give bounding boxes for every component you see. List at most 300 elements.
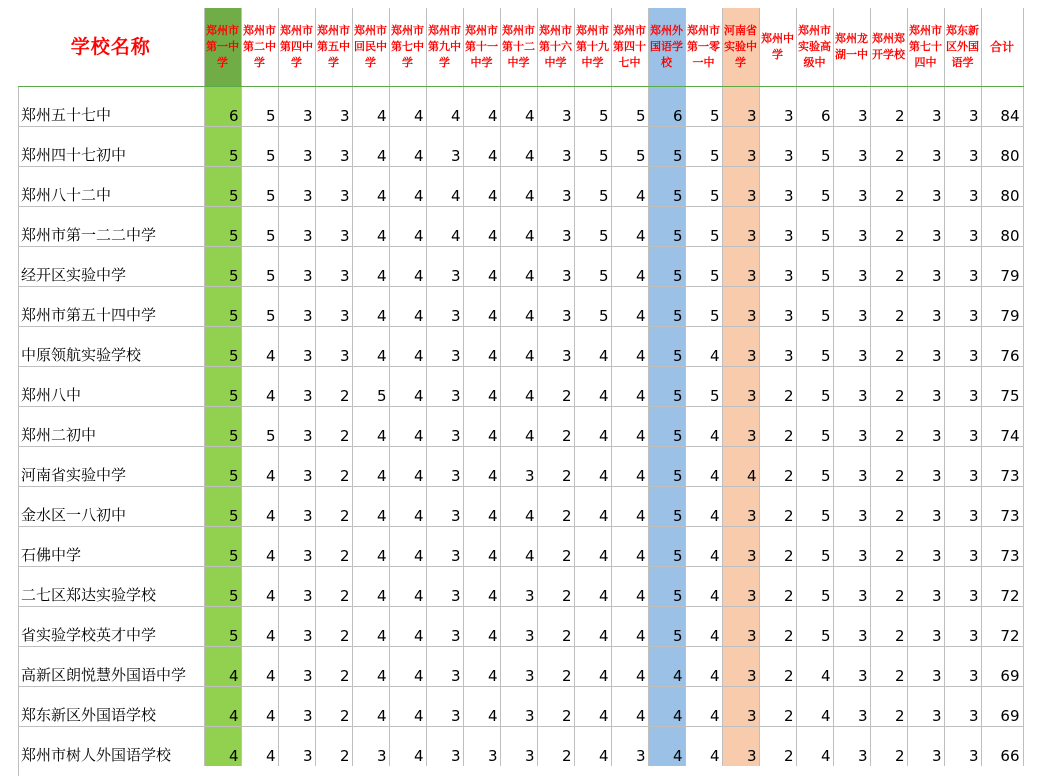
- column-header-17[interactable]: 郑州市实验高级中: [796, 8, 833, 86]
- score-cell[interactable]: 4: [389, 126, 426, 166]
- score-cell[interactable]: 3: [944, 166, 981, 206]
- score-cell[interactable]: 4: [241, 606, 278, 646]
- score-cell[interactable]: 5: [648, 606, 685, 646]
- score-cell[interactable]: 3: [722, 646, 759, 686]
- score-cell[interactable]: 3: [944, 726, 981, 766]
- score-cell[interactable]: 3: [722, 126, 759, 166]
- score-cell[interactable]: 5: [796, 126, 833, 166]
- total-cell[interactable]: 80: [981, 206, 1023, 246]
- score-cell[interactable]: 2: [315, 606, 352, 646]
- score-cell[interactable]: 3: [537, 86, 574, 126]
- score-cell[interactable]: 5: [611, 86, 648, 126]
- score-cell[interactable]: 4: [685, 446, 722, 486]
- score-cell[interactable]: 3: [722, 566, 759, 606]
- score-cell[interactable]: 4: [241, 526, 278, 566]
- score-cell[interactable]: 5: [648, 366, 685, 406]
- score-cell[interactable]: 3: [833, 686, 870, 726]
- school-name-cell[interactable]: 二七区郑达实验学校: [18, 566, 204, 606]
- score-cell[interactable]: 4: [796, 686, 833, 726]
- score-cell[interactable]: 4: [574, 726, 611, 766]
- score-cell[interactable]: 3: [907, 686, 944, 726]
- score-cell[interactable]: 3: [611, 726, 648, 766]
- score-cell[interactable]: 3: [833, 646, 870, 686]
- score-cell[interactable]: 2: [315, 486, 352, 526]
- score-cell[interactable]: 3: [907, 486, 944, 526]
- score-cell[interactable]: 3: [759, 246, 796, 286]
- score-cell[interactable]: 3: [833, 606, 870, 646]
- column-header-6[interactable]: 郑州市第七中学: [389, 8, 426, 86]
- score-cell[interactable]: 3: [907, 446, 944, 486]
- score-cell[interactable]: 3: [944, 406, 981, 446]
- score-cell[interactable]: 3: [722, 166, 759, 206]
- score-cell[interactable]: 4: [685, 686, 722, 726]
- score-cell[interactable]: 5: [204, 486, 241, 526]
- score-cell[interactable]: 5: [685, 206, 722, 246]
- score-cell[interactable]: 3: [278, 326, 315, 366]
- score-cell[interactable]: 3: [426, 486, 463, 526]
- score-cell[interactable]: 3: [278, 366, 315, 406]
- score-cell[interactable]: 2: [759, 726, 796, 766]
- score-cell[interactable]: 5: [204, 286, 241, 326]
- score-cell[interactable]: 4: [426, 86, 463, 126]
- score-cell[interactable]: 4: [352, 566, 389, 606]
- score-cell[interactable]: 5: [796, 286, 833, 326]
- score-cell[interactable]: 4: [648, 686, 685, 726]
- score-cell[interactable]: 4: [389, 366, 426, 406]
- score-cell[interactable]: 2: [537, 726, 574, 766]
- total-cell[interactable]: 75: [981, 366, 1023, 406]
- score-cell[interactable]: 3: [907, 646, 944, 686]
- score-cell[interactable]: 4: [611, 366, 648, 406]
- score-cell[interactable]: 2: [870, 126, 907, 166]
- score-cell[interactable]: 5: [796, 486, 833, 526]
- score-cell[interactable]: 4: [611, 526, 648, 566]
- score-cell[interactable]: 5: [648, 446, 685, 486]
- column-header-19[interactable]: 郑州郑开学校: [870, 8, 907, 86]
- score-cell[interactable]: 3: [907, 566, 944, 606]
- column-header-5[interactable]: 郑州市回民中学: [352, 8, 389, 86]
- score-cell[interactable]: 4: [463, 326, 500, 366]
- school-name-cell[interactable]: 金水区一八初中: [18, 486, 204, 526]
- score-cell[interactable]: 4: [463, 566, 500, 606]
- score-cell[interactable]: 2: [315, 686, 352, 726]
- score-cell[interactable]: 4: [352, 446, 389, 486]
- score-cell[interactable]: 3: [944, 326, 981, 366]
- score-cell[interactable]: 2: [315, 406, 352, 446]
- score-cell[interactable]: 3: [278, 86, 315, 126]
- score-cell[interactable]: 3: [537, 246, 574, 286]
- score-cell[interactable]: 5: [241, 206, 278, 246]
- score-cell[interactable]: 3: [426, 566, 463, 606]
- total-cell[interactable]: 79: [981, 286, 1023, 326]
- school-name-cell[interactable]: 省实验学校英才中学: [18, 606, 204, 646]
- score-cell[interactable]: 2: [759, 526, 796, 566]
- score-cell[interactable]: 3: [907, 126, 944, 166]
- score-cell[interactable]: 4: [685, 606, 722, 646]
- score-cell[interactable]: 5: [685, 166, 722, 206]
- score-cell[interactable]: 3: [500, 726, 537, 766]
- score-cell[interactable]: 4: [241, 326, 278, 366]
- score-cell[interactable]: 4: [389, 166, 426, 206]
- score-cell[interactable]: 2: [537, 686, 574, 726]
- score-cell[interactable]: 5: [685, 126, 722, 166]
- score-cell[interactable]: 3: [315, 246, 352, 286]
- score-cell[interactable]: 5: [204, 206, 241, 246]
- score-cell[interactable]: 3: [722, 526, 759, 566]
- score-cell[interactable]: 5: [241, 86, 278, 126]
- score-cell[interactable]: 4: [574, 486, 611, 526]
- score-cell[interactable]: 3: [500, 686, 537, 726]
- score-cell[interactable]: 2: [315, 366, 352, 406]
- score-cell[interactable]: 3: [944, 246, 981, 286]
- score-cell[interactable]: 4: [574, 646, 611, 686]
- total-cell[interactable]: 72: [981, 606, 1023, 646]
- total-cell[interactable]: 84: [981, 86, 1023, 126]
- score-cell[interactable]: 4: [463, 446, 500, 486]
- score-cell[interactable]: 3: [833, 726, 870, 766]
- score-cell[interactable]: 5: [648, 286, 685, 326]
- score-cell[interactable]: 4: [352, 486, 389, 526]
- score-cell[interactable]: 3: [426, 126, 463, 166]
- score-cell[interactable]: 3: [944, 206, 981, 246]
- column-header-2[interactable]: 郑州市第二中学: [241, 8, 278, 86]
- score-cell[interactable]: 2: [759, 406, 796, 446]
- score-cell[interactable]: 3: [426, 286, 463, 326]
- score-cell[interactable]: 3: [722, 486, 759, 526]
- score-cell[interactable]: 3: [759, 206, 796, 246]
- score-cell[interactable]: 4: [500, 246, 537, 286]
- score-cell[interactable]: 4: [426, 206, 463, 246]
- score-cell[interactable]: 3: [278, 286, 315, 326]
- score-cell[interactable]: 3: [315, 166, 352, 206]
- school-name-cell[interactable]: 郑州市第五十四中学: [18, 286, 204, 326]
- school-name-cell[interactable]: 郑州市第一二二中学: [18, 206, 204, 246]
- score-cell[interactable]: 5: [204, 526, 241, 566]
- score-cell[interactable]: 3: [426, 446, 463, 486]
- score-cell[interactable]: 4: [611, 566, 648, 606]
- column-header-16[interactable]: 郑州中学: [759, 8, 796, 86]
- score-cell[interactable]: 5: [648, 326, 685, 366]
- score-cell[interactable]: 5: [648, 406, 685, 446]
- score-cell[interactable]: 3: [500, 566, 537, 606]
- score-cell[interactable]: 2: [537, 646, 574, 686]
- score-cell[interactable]: 5: [796, 606, 833, 646]
- score-cell[interactable]: 4: [352, 326, 389, 366]
- score-cell[interactable]: 3: [352, 726, 389, 766]
- score-cell[interactable]: 3: [944, 486, 981, 526]
- school-name-cell[interactable]: 郑州八十二中: [18, 166, 204, 206]
- score-cell[interactable]: 2: [870, 486, 907, 526]
- score-cell[interactable]: 5: [204, 606, 241, 646]
- score-cell[interactable]: 3: [833, 166, 870, 206]
- score-cell[interactable]: 4: [241, 646, 278, 686]
- score-cell[interactable]: 4: [352, 526, 389, 566]
- score-cell[interactable]: 2: [870, 246, 907, 286]
- score-cell[interactable]: 5: [796, 446, 833, 486]
- score-cell[interactable]: 3: [907, 406, 944, 446]
- score-cell[interactable]: 4: [574, 406, 611, 446]
- score-cell[interactable]: 4: [426, 166, 463, 206]
- score-cell[interactable]: 4: [241, 366, 278, 406]
- score-cell[interactable]: 4: [500, 406, 537, 446]
- score-cell[interactable]: 3: [759, 286, 796, 326]
- score-cell[interactable]: 3: [278, 566, 315, 606]
- score-cell[interactable]: 5: [648, 166, 685, 206]
- score-cell[interactable]: 4: [611, 206, 648, 246]
- score-cell[interactable]: 2: [759, 646, 796, 686]
- score-cell[interactable]: 3: [426, 646, 463, 686]
- score-cell[interactable]: 2: [315, 646, 352, 686]
- school-name-cell[interactable]: 郑州市树人外国语学校: [18, 726, 204, 766]
- score-cell[interactable]: 2: [870, 446, 907, 486]
- score-cell[interactable]: 2: [870, 326, 907, 366]
- score-cell[interactable]: 3: [722, 726, 759, 766]
- score-cell[interactable]: 3: [759, 86, 796, 126]
- score-cell[interactable]: 5: [648, 206, 685, 246]
- school-name-cell[interactable]: 中原领航实验学校: [18, 326, 204, 366]
- score-cell[interactable]: 4: [685, 646, 722, 686]
- score-cell[interactable]: 3: [833, 446, 870, 486]
- score-cell[interactable]: 3: [833, 566, 870, 606]
- score-cell[interactable]: 3: [907, 326, 944, 366]
- score-cell[interactable]: 4: [611, 326, 648, 366]
- score-cell[interactable]: 2: [315, 566, 352, 606]
- score-cell[interactable]: 3: [944, 606, 981, 646]
- column-header-4[interactable]: 郑州市第五中学: [315, 8, 352, 86]
- score-cell[interactable]: 4: [463, 646, 500, 686]
- total-cell[interactable]: 69: [981, 686, 1023, 726]
- score-cell[interactable]: 3: [944, 286, 981, 326]
- school-name-cell[interactable]: 郑州四十七初中: [18, 126, 204, 166]
- score-cell[interactable]: 2: [870, 366, 907, 406]
- score-cell[interactable]: 4: [352, 286, 389, 326]
- score-cell[interactable]: 4: [500, 166, 537, 206]
- score-cell[interactable]: 2: [870, 646, 907, 686]
- score-cell[interactable]: 5: [241, 166, 278, 206]
- score-cell[interactable]: 5: [685, 246, 722, 286]
- score-cell[interactable]: 3: [537, 286, 574, 326]
- score-cell[interactable]: 3: [278, 526, 315, 566]
- column-header-20[interactable]: 郑州市第七十四中: [907, 8, 944, 86]
- score-cell[interactable]: 4: [685, 406, 722, 446]
- score-cell[interactable]: 4: [463, 526, 500, 566]
- score-cell[interactable]: 3: [500, 606, 537, 646]
- score-cell[interactable]: 5: [648, 246, 685, 286]
- score-cell[interactable]: 3: [278, 606, 315, 646]
- score-cell[interactable]: 2: [537, 446, 574, 486]
- score-cell[interactable]: 4: [389, 286, 426, 326]
- score-cell[interactable]: 3: [426, 406, 463, 446]
- score-cell[interactable]: 4: [796, 726, 833, 766]
- score-cell[interactable]: 2: [537, 406, 574, 446]
- score-cell[interactable]: 3: [315, 86, 352, 126]
- score-cell[interactable]: 3: [722, 286, 759, 326]
- score-cell[interactable]: 3: [833, 526, 870, 566]
- score-cell[interactable]: 5: [204, 566, 241, 606]
- score-cell[interactable]: 5: [574, 246, 611, 286]
- score-cell[interactable]: 4: [463, 486, 500, 526]
- score-cell[interactable]: 5: [241, 286, 278, 326]
- score-cell[interactable]: 3: [722, 206, 759, 246]
- score-cell[interactable]: 3: [907, 726, 944, 766]
- score-cell[interactable]: 4: [500, 366, 537, 406]
- score-cell[interactable]: 4: [463, 406, 500, 446]
- score-cell[interactable]: 2: [870, 686, 907, 726]
- total-cell[interactable]: 73: [981, 526, 1023, 566]
- score-cell[interactable]: 4: [204, 726, 241, 766]
- column-header-14[interactable]: 郑州市第一零一中: [685, 8, 722, 86]
- column-header-15[interactable]: 河南省实验中学: [722, 8, 759, 86]
- score-cell[interactable]: 5: [352, 366, 389, 406]
- score-cell[interactable]: 3: [907, 246, 944, 286]
- score-cell[interactable]: 5: [685, 286, 722, 326]
- score-cell[interactable]: 5: [796, 566, 833, 606]
- score-cell[interactable]: 5: [574, 166, 611, 206]
- score-cell[interactable]: 4: [389, 406, 426, 446]
- score-cell[interactable]: 5: [648, 566, 685, 606]
- score-cell[interactable]: 4: [463, 606, 500, 646]
- score-cell[interactable]: 3: [278, 206, 315, 246]
- school-name-cell[interactable]: 高新区朗悦慧外国语中学: [18, 646, 204, 686]
- score-cell[interactable]: 5: [648, 526, 685, 566]
- score-cell[interactable]: 4: [611, 486, 648, 526]
- score-cell[interactable]: 2: [315, 526, 352, 566]
- score-cell[interactable]: 2: [870, 566, 907, 606]
- score-cell[interactable]: 4: [463, 86, 500, 126]
- score-cell[interactable]: 4: [352, 126, 389, 166]
- column-header-21[interactable]: 郑东新区外国语学: [944, 8, 981, 86]
- score-cell[interactable]: 4: [463, 206, 500, 246]
- score-cell[interactable]: 4: [352, 166, 389, 206]
- score-cell[interactable]: 6: [796, 86, 833, 126]
- score-cell[interactable]: 3: [907, 606, 944, 646]
- score-cell[interactable]: 3: [278, 246, 315, 286]
- score-cell[interactable]: 4: [611, 686, 648, 726]
- score-cell[interactable]: 3: [315, 326, 352, 366]
- score-cell[interactable]: 3: [500, 646, 537, 686]
- score-cell[interactable]: 5: [685, 86, 722, 126]
- score-cell[interactable]: 5: [796, 166, 833, 206]
- score-cell[interactable]: 4: [241, 726, 278, 766]
- score-cell[interactable]: 4: [500, 526, 537, 566]
- score-cell[interactable]: 2: [759, 486, 796, 526]
- score-cell[interactable]: 3: [944, 686, 981, 726]
- score-cell[interactable]: 3: [907, 366, 944, 406]
- score-cell[interactable]: 3: [759, 326, 796, 366]
- column-header-13[interactable]: 郑州外国语学校: [648, 8, 685, 86]
- score-cell[interactable]: 3: [833, 406, 870, 446]
- score-cell[interactable]: 4: [463, 286, 500, 326]
- column-header-1[interactable]: 郑州市第一中学: [204, 8, 241, 86]
- score-cell[interactable]: 3: [426, 606, 463, 646]
- score-cell[interactable]: 3: [278, 166, 315, 206]
- score-cell[interactable]: 4: [685, 726, 722, 766]
- column-header-3[interactable]: 郑州市第四中学: [278, 8, 315, 86]
- score-cell[interactable]: 4: [241, 446, 278, 486]
- score-cell[interactable]: 4: [352, 86, 389, 126]
- score-cell[interactable]: 2: [870, 726, 907, 766]
- score-cell[interactable]: 4: [611, 446, 648, 486]
- score-cell[interactable]: 3: [537, 326, 574, 366]
- score-cell[interactable]: 3: [426, 326, 463, 366]
- score-cell[interactable]: 3: [722, 326, 759, 366]
- score-cell[interactable]: 5: [204, 366, 241, 406]
- score-cell[interactable]: 2: [315, 446, 352, 486]
- score-cell[interactable]: 5: [796, 246, 833, 286]
- score-cell[interactable]: 2: [870, 286, 907, 326]
- total-cell[interactable]: 79: [981, 246, 1023, 286]
- column-header-7[interactable]: 郑州市第九中学: [426, 8, 463, 86]
- total-cell[interactable]: 80: [981, 166, 1023, 206]
- score-cell[interactable]: 3: [759, 166, 796, 206]
- score-cell[interactable]: 5: [648, 486, 685, 526]
- score-cell[interactable]: 5: [685, 366, 722, 406]
- column-header-8[interactable]: 郑州市第十一中学: [463, 8, 500, 86]
- score-cell[interactable]: 3: [278, 486, 315, 526]
- score-cell[interactable]: 4: [463, 246, 500, 286]
- score-cell[interactable]: 4: [574, 566, 611, 606]
- score-cell[interactable]: 4: [352, 646, 389, 686]
- score-cell[interactable]: 2: [870, 606, 907, 646]
- score-cell[interactable]: 3: [426, 366, 463, 406]
- score-cell[interactable]: 4: [204, 646, 241, 686]
- score-cell[interactable]: 4: [352, 686, 389, 726]
- total-cell[interactable]: 73: [981, 446, 1023, 486]
- score-cell[interactable]: 3: [833, 486, 870, 526]
- score-cell[interactable]: 4: [389, 526, 426, 566]
- score-cell[interactable]: 3: [907, 526, 944, 566]
- score-cell[interactable]: 3: [833, 286, 870, 326]
- score-cell[interactable]: 5: [241, 126, 278, 166]
- column-header-18[interactable]: 郑州龙湖一中: [833, 8, 870, 86]
- score-cell[interactable]: 4: [685, 326, 722, 366]
- score-cell[interactable]: 6: [648, 86, 685, 126]
- score-cell[interactable]: 2: [537, 606, 574, 646]
- score-cell[interactable]: 4: [574, 606, 611, 646]
- score-cell[interactable]: 2: [759, 566, 796, 606]
- score-cell[interactable]: 4: [685, 486, 722, 526]
- school-name-cell[interactable]: 石佛中学: [18, 526, 204, 566]
- score-cell[interactable]: 4: [500, 326, 537, 366]
- school-name-cell[interactable]: 郑州八中: [18, 366, 204, 406]
- score-cell[interactable]: 3: [315, 126, 352, 166]
- score-cell[interactable]: 4: [389, 446, 426, 486]
- score-cell[interactable]: 2: [870, 166, 907, 206]
- score-cell[interactable]: 3: [463, 726, 500, 766]
- score-cell[interactable]: 3: [833, 86, 870, 126]
- score-cell[interactable]: 2: [870, 206, 907, 246]
- score-cell[interactable]: 2: [870, 526, 907, 566]
- score-cell[interactable]: 5: [204, 166, 241, 206]
- score-cell[interactable]: 3: [278, 446, 315, 486]
- score-cell[interactable]: 4: [463, 126, 500, 166]
- score-cell[interactable]: 3: [833, 126, 870, 166]
- score-cell[interactable]: 4: [611, 406, 648, 446]
- score-cell[interactable]: 4: [352, 206, 389, 246]
- school-name-cell[interactable]: 郑州二初中: [18, 406, 204, 446]
- score-cell[interactable]: 3: [722, 366, 759, 406]
- column-header-12[interactable]: 郑州市第四十七中: [611, 8, 648, 86]
- score-cell[interactable]: 4: [685, 526, 722, 566]
- score-cell[interactable]: 5: [796, 326, 833, 366]
- score-cell[interactable]: 4: [389, 206, 426, 246]
- score-cell[interactable]: 5: [204, 406, 241, 446]
- score-cell[interactable]: 4: [389, 646, 426, 686]
- score-cell[interactable]: 3: [722, 606, 759, 646]
- score-cell[interactable]: 4: [648, 646, 685, 686]
- score-cell[interactable]: 4: [389, 86, 426, 126]
- score-cell[interactable]: 3: [722, 86, 759, 126]
